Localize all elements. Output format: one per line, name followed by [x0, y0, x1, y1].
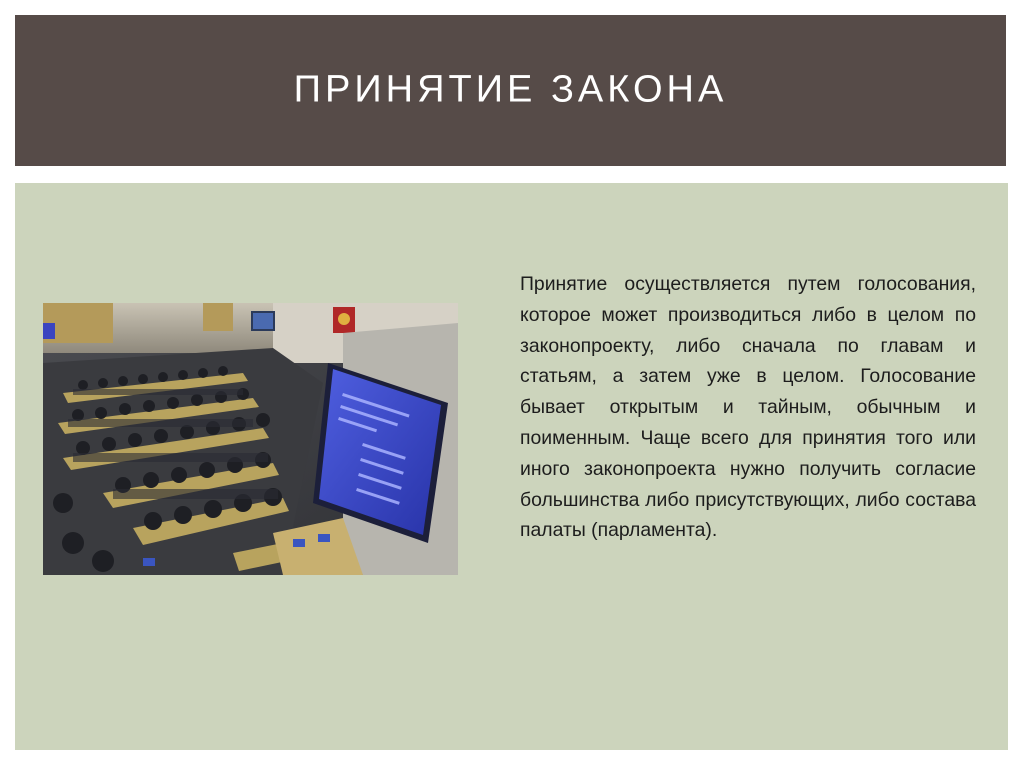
content-panel	[15, 183, 1008, 750]
body-paragraph: Принятие осуществляется путем голосования, которое может производиться либо в целом по законопроекту, либо сначала по главам и статьям, а затем уже в целом. Голосование бывает открытым и тайным, обычным и поименным. Чаще всего для принятия того или иного законопроекта нужно получить согласие большинства либо присутствующих, либо состава палаты (парламента).	[520, 273, 976, 542]
title-bar	[15, 15, 1006, 166]
slide-title: ПРИНЯТИЕ ЗАКОНА	[293, 68, 728, 111]
parliament-session-photo	[43, 303, 458, 575]
